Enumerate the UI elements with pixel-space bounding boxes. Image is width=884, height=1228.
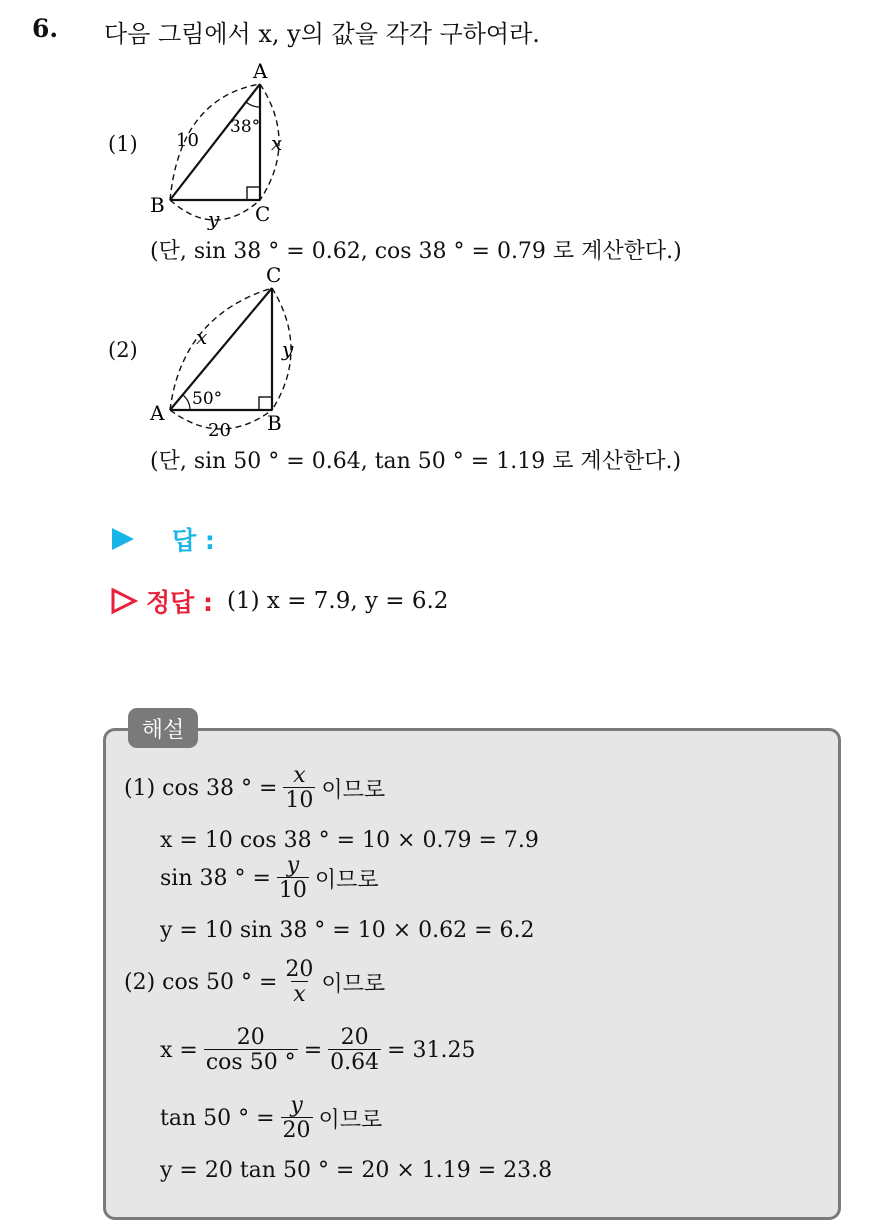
part1-condition: (단, sin 38 ° = 0.62, cos 38 ° = 0.79 로 계산한다.) (150, 239, 682, 264)
solution-line-3 (160, 854, 379, 902)
part1-vertex-a: A (253, 59, 268, 83)
sol1-fraction (283, 764, 315, 812)
solution-line-1 (124, 764, 385, 812)
sol3-suffix: 이므로 (314, 867, 379, 893)
sol1-num: x (293, 763, 306, 788)
sol7-fraction (281, 1094, 313, 1142)
sol6-fraction-2 (328, 1026, 381, 1074)
part1-vert-label: x (271, 131, 283, 155)
sol6-f2-num: 20 (340, 1025, 369, 1050)
sol5-prefix: (2) cos 50 ° = (124, 969, 278, 995)
sol1-prefix: (1) cos 38 ° = (124, 775, 278, 801)
part2-hyp-label: x (196, 325, 208, 349)
sol6-f2-den: 0.64 (330, 1050, 380, 1076)
sol6-prefix: x = (160, 1037, 198, 1063)
question-number: 6. (32, 14, 59, 43)
sol1-den: 10 (285, 788, 314, 814)
sol7-den: 20 (282, 1118, 311, 1144)
sol6-mid: = (303, 1037, 323, 1063)
part1-vertex-c: C (255, 202, 271, 226)
answer-blank-row (110, 521, 215, 557)
sol5-fraction (283, 958, 315, 1006)
part2-vertex-c: C (266, 263, 282, 287)
part1-vertex-b: B (150, 193, 165, 217)
part2-angle-label: 50° (192, 389, 223, 409)
solution-line-7 (160, 1094, 382, 1142)
part1-angle-arc (246, 102, 260, 107)
sol5-den: x (293, 982, 306, 1008)
sol3-num: y (286, 853, 300, 878)
part2-right-angle-mark (259, 397, 272, 410)
answer-correct-value: (1) x = 7.9, y = 6.2 (227, 588, 449, 614)
answer-correct-row (110, 583, 448, 619)
sol7-suffix: 이므로 (318, 1107, 383, 1133)
sol6-f1-num: 20 (236, 1025, 265, 1050)
play-triangle-icon (110, 526, 136, 552)
sol7-num: y (290, 1093, 303, 1118)
part2-vertex-a: A (150, 401, 165, 425)
sol1-suffix: 이므로 (321, 777, 386, 803)
part2-vert-label: y (282, 337, 294, 361)
part1-angle-label: 38° (230, 117, 261, 137)
solution-line-5 (124, 958, 385, 1006)
sol3-fraction (277, 854, 309, 902)
sol7-prefix: tan 50 ° = (160, 1105, 275, 1131)
sol5-num: 20 (285, 957, 314, 982)
part1-label: (1) (108, 132, 138, 156)
part2-triangle-figure (140, 262, 310, 442)
part1-hyp-label: 10 (176, 130, 199, 151)
solution-line-4: y = 10 sin 38 ° = 10 × 0.62 = 6.2 (160, 918, 535, 943)
sol6-suffix: = 31.25 (387, 1037, 476, 1063)
sol6-fraction-1 (204, 1026, 298, 1074)
part2-condition: (단, sin 50 ° = 0.64, tan 50 ° = 1.19 로 계산한다.) (150, 449, 682, 474)
sol3-den: 10 (278, 878, 307, 904)
answer-blank-label: 답 : (172, 526, 215, 555)
part2-vertex-b: B (267, 411, 282, 435)
solution-line-8: y = 20 tan 50 ° = 20 × 1.19 = 23.8 (160, 1158, 553, 1183)
part1-horiz-label: y (208, 207, 220, 230)
sol6-f1-den: cos 50 ° (205, 1050, 296, 1076)
solution-line-6 (160, 1026, 476, 1074)
part2-label: (2) (108, 338, 138, 362)
solution-line-2: x = 10 cos 38 ° = 10 × 0.79 = 7.9 (160, 828, 539, 853)
sol5-suffix: 이므로 (321, 971, 386, 997)
answer-correct-label: 정답 : (146, 588, 214, 617)
sol3-prefix: sin 38 ° = (160, 865, 271, 891)
part1-right-angle-mark (247, 187, 260, 200)
solution-tag: 해설 (128, 708, 198, 748)
question-text: 다음 그림에서 x, y의 값을 각각 구하여라. (104, 20, 540, 48)
part2-angle-arc (183, 395, 190, 410)
outline-triangle-icon (110, 587, 138, 615)
part1-triangle-figure (140, 58, 300, 230)
part2-horiz-label: 20 (208, 420, 231, 441)
